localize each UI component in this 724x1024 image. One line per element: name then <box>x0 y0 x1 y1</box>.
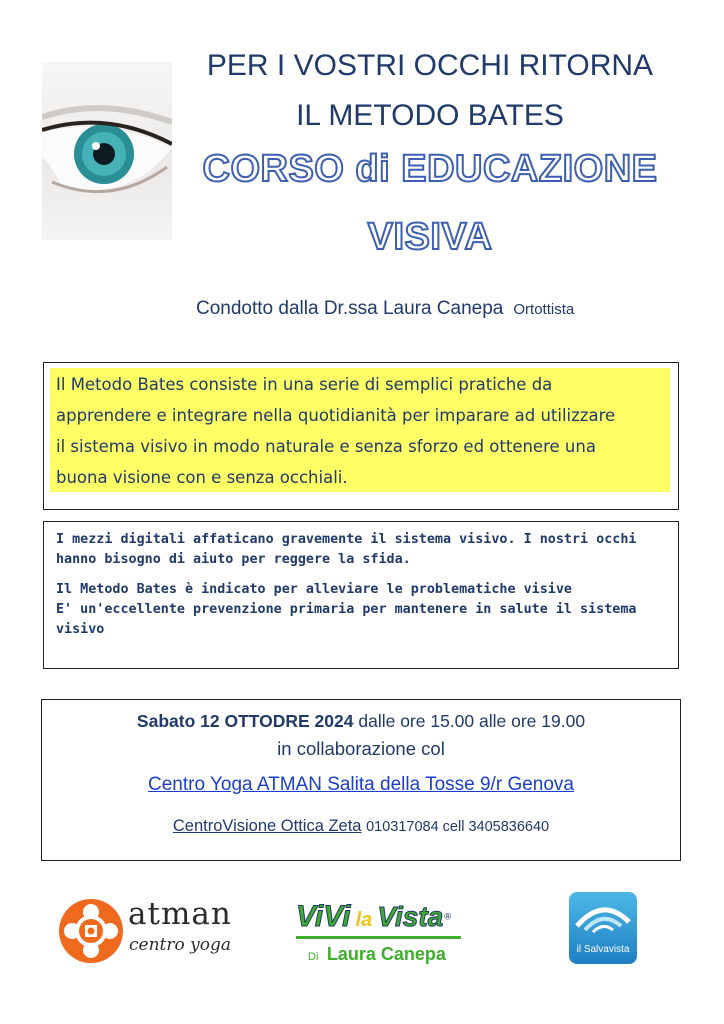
intro-line: il sistema visivo in modo naturale e senza sforzo ed ottenere una <box>56 437 596 456</box>
conductor-role: Ortottista <box>513 301 575 318</box>
headline-line-2: IL METODO BATES <box>296 99 564 132</box>
atman-subtitle: centro yoga <box>129 935 231 955</box>
info-box <box>43 521 679 669</box>
vivi-di: Di <box>308 951 319 963</box>
vivi-underline <box>296 936 461 939</box>
atman-wordmark: atman <box>128 896 232 932</box>
info-paragraph-1: I mezzi digitali affaticano gravemente il sistema visivo. I nostri occhi hanno bisogno di aiuto per reggere la sfida. <box>56 532 637 567</box>
la-word: la <box>355 909 373 931</box>
intro-line: Il Metodo Bates consiste in una serie di semplici pratiche da <box>56 375 553 394</box>
vivi-la-vista-logo <box>296 900 452 934</box>
intro-line: apprendere e integrare nella quotidianità per imparare ad utilizzare <box>56 406 616 425</box>
optic-phones: 010317084 cell 3405836640 <box>366 819 550 835</box>
info-paragraph-2a: Il Metodo Bates è indicato per alleviare le problematiche visive <box>56 582 572 597</box>
intro-line: buona visione con e senza occhiali. <box>56 468 348 487</box>
salvavista-eye-icon <box>569 892 637 944</box>
event-collab: in collaborazione col <box>277 738 445 759</box>
event-box <box>41 699 681 861</box>
course-title-line-2: VISIVA <box>367 216 493 258</box>
vivi-author: Laura Canepa <box>326 944 446 964</box>
headline-line-1: PER I VOSTRI OCCHI RITORNA <box>206 49 654 82</box>
conductor-line <box>196 298 574 320</box>
registered-mark: ® <box>443 912 453 923</box>
info-paragraph-2b: E' un'eccellente prevenzione primaria per mantenere in salute il sistema visivo <box>56 602 637 637</box>
atman-mandala-icon <box>58 898 124 964</box>
event-time: dalle ore 15.00 alle ore 19.00 <box>358 711 586 731</box>
intro-box <box>43 362 679 510</box>
vista-word: Vista <box>377 901 444 932</box>
eye-photo <box>42 62 172 240</box>
conductor-name: Condotto dalla Dr.ssa Laura Canepa <box>196 298 504 319</box>
optic-link[interactable]: CentroVisione Ottica Zeta <box>172 817 362 835</box>
venue-link[interactable]: Centro Yoga ATMAN Salita della Tosse 9/r Genova <box>148 774 574 795</box>
salvavista-logo <box>569 892 637 964</box>
vivi-word: ViVi <box>296 900 351 933</box>
course-title-line-1: CORSO di EDUCAZIONE <box>202 148 658 190</box>
salvavista-label: il Salvavista <box>576 944 630 955</box>
event-date: Sabato 12 OTTODRE 2024 <box>136 711 354 731</box>
